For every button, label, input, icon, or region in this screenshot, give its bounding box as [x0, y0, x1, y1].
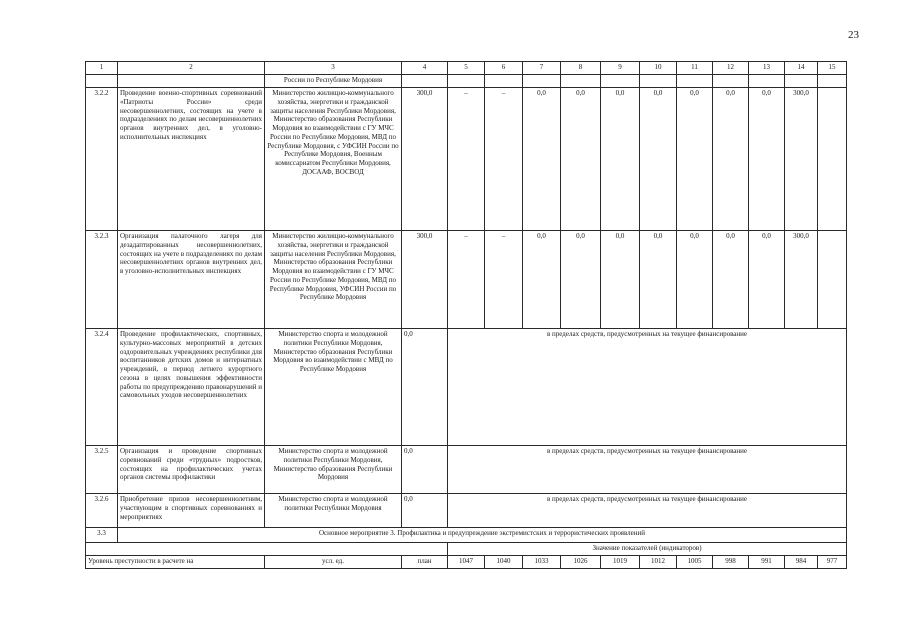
amount-cell: 0,0: [402, 494, 448, 528]
value-cell: –: [485, 88, 523, 231]
value-cell: 0,0: [749, 231, 785, 329]
value-cell: [818, 231, 847, 329]
value-cell: 0,0: [523, 231, 561, 329]
indicator-row: [86, 556, 847, 569]
table-row: [86, 329, 847, 446]
indicator-plan: план: [402, 556, 448, 569]
indicators-title: Значение показателей (индикаторов): [448, 543, 847, 556]
table-row: [86, 494, 847, 528]
value-cell: –: [448, 88, 485, 231]
financing-note: в пределах средств, предусмотренных на текущее финансирование: [448, 329, 847, 446]
value-cell: 300,0: [785, 231, 818, 329]
header-cell: 7: [523, 62, 561, 75]
page-number: 23: [848, 29, 859, 41]
activity-name: Проведение военно-спортивных соревнований «Патриоты России» среди несовершеннолетних, состоящих на учете в подразделениях по делам несовершеннолетних органов внутренних дел, в уголовно-исполнительных инспекциях: [118, 88, 265, 231]
indicator-value: 998: [713, 556, 749, 569]
executor-cell: России по Республике Мордовия: [265, 75, 402, 88]
financing-note: в пределах средств, предусмотренных на текущее финансирование: [448, 494, 847, 528]
header-cell: 12: [713, 62, 749, 75]
indicator-value: 1040: [485, 556, 523, 569]
header-cell: 14: [785, 62, 818, 75]
empty-cell: [118, 75, 265, 88]
header-cell: 2: [118, 62, 265, 75]
header-cell: 5: [448, 62, 485, 75]
value-cell: –: [485, 231, 523, 329]
section-row: [86, 528, 847, 543]
amount-cell: 0,0: [402, 446, 448, 494]
indicator-value: 1047: [448, 556, 485, 569]
value-cell: 0,0: [561, 231, 601, 329]
header-cell: 11: [677, 62, 713, 75]
empty-cell: [785, 75, 818, 88]
indicators-header-row: [86, 543, 847, 556]
empty-cell: [86, 75, 118, 88]
header-cell: 4: [402, 62, 448, 75]
executor-cell: Министерство жилищно-коммунального хозяйства, энергетики и гражданской защиты населения Республики Мордовия, Министерство образования Республики Мордовия во взаимодействии с ГУ МЧС России по Республике Мордовия, МВД по Республике Мордовия, УФСИН России по Республике Мордовия: [265, 231, 402, 329]
executor-cell: Министерство спорта и молодежной политики Республики Мордовия: [265, 494, 402, 528]
continuation-row: [86, 75, 847, 88]
indicator-value: 1005: [677, 556, 713, 569]
header-row: [86, 62, 847, 75]
activity-name: Приобретение призов несовершеннолетним, участвующим в спортивных соревнованиях и мероприятиях: [118, 494, 265, 528]
header-cell: 1: [86, 62, 118, 75]
indicator-value: 1033: [523, 556, 561, 569]
header-cell: 15: [818, 62, 847, 75]
empty-cell: [677, 75, 713, 88]
activity-name: Организация палаточного лагеря для дезадаптированных несовершеннолетних, состоящих на учете в подразделениях по делам несовершеннолетних органов внутренних дел, в уголовно-исполнительных инспекциях: [118, 231, 265, 329]
amount-cell: 0,0: [402, 329, 448, 446]
empty-cell: [485, 75, 523, 88]
value-cell: 0,0: [561, 88, 601, 231]
value-cell: 300,0: [402, 231, 448, 329]
executor-cell: Министерство жилищно-коммунального хозяйства, энергетики и гражданской защиты населения Республики Мордовия, Министерство образования Республики Мордовия во взаимодействии с ГУ МЧС России по Республике Мордовия, МВД по Республике Мордовия, с УФСИН России по Республике Мордовия, Военным комиссариатом Республики Мордовия, ДОСААФ, ВОСВОД: [265, 88, 402, 231]
program-table: [85, 61, 847, 569]
header-cell: 13: [749, 62, 785, 75]
indicator-name: Уровень преступности в расчете на: [86, 556, 265, 569]
indicator-value: 977: [818, 556, 847, 569]
empty-cell: [818, 75, 847, 88]
executor-cell: Министерство спорта и молодежной политики Республики Мордовия, Министерство образования Республики Мордовия во взаимодействии с МВД по Республике Мордовия: [265, 329, 402, 446]
value-cell: [818, 88, 847, 231]
executor-cell: Министерство спорта и молодежной политики Республики Мордовия, Министерство образования Республики Мордовия: [265, 446, 402, 494]
value-cell: 0,0: [713, 231, 749, 329]
value-cell: 0,0: [677, 231, 713, 329]
empty-cell: [713, 75, 749, 88]
value-cell: –: [448, 231, 485, 329]
value-cell: 300,0: [785, 88, 818, 231]
value-cell: 0,0: [601, 231, 640, 329]
row-number: 3.2.6: [86, 494, 118, 528]
financing-note: в пределах средств, предусмотренных на текущее финансирование: [448, 446, 847, 494]
row-number: 3.2.3: [86, 231, 118, 329]
empty-cell: [561, 75, 601, 88]
section-title: Основное мероприятие 3. Профилактика и предупреждение экстремистских и террористических проявлений: [118, 528, 847, 543]
table-row: [86, 88, 847, 231]
activity-name: Проведение профилактических, спортивных, культурно-массовых мероприятий в детских оздоровительных учреждениях республики для воспитанников детских домов и интернатных учреждений, в период летнего курортного сезона в целях повышения эффективности работы по предупреждению правонарушений и самовольных уходов несовершеннолетних: [118, 329, 265, 446]
empty-cell: [640, 75, 677, 88]
indicator-value: 1012: [640, 556, 677, 569]
value-cell: 0,0: [640, 231, 677, 329]
table-row: [86, 231, 847, 329]
header-cell: 6: [485, 62, 523, 75]
empty-cell: [601, 75, 640, 88]
row-number: 3.2.2: [86, 88, 118, 231]
empty-cell: [86, 543, 448, 556]
indicator-value: 984: [785, 556, 818, 569]
value-cell: 0,0: [677, 88, 713, 231]
indicator-value: 1019: [601, 556, 640, 569]
activity-name: Организация и проведение спортивных соревнований среди «трудных» подростков, состоящих на профилактических учетах органов системы профилактики: [118, 446, 265, 494]
value-cell: 0,0: [640, 88, 677, 231]
row-number: 3.2.4: [86, 329, 118, 446]
value-cell: 0,0: [713, 88, 749, 231]
value-cell: 0,0: [601, 88, 640, 231]
empty-cell: [448, 75, 485, 88]
header-cell: 10: [640, 62, 677, 75]
value-cell: 0,0: [523, 88, 561, 231]
value-cell: 300,0: [402, 88, 448, 231]
header-cell: 9: [601, 62, 640, 75]
header-cell: 3: [265, 62, 402, 75]
header-cell: 8: [561, 62, 601, 75]
empty-cell: [402, 75, 448, 88]
row-number: 3.2.5: [86, 446, 118, 494]
value-cell: 0,0: [749, 88, 785, 231]
section-number: 3.3: [86, 528, 118, 543]
indicator-unit: усл. ед.: [265, 556, 402, 569]
table-row: [86, 446, 847, 494]
empty-cell: [523, 75, 561, 88]
indicator-value: 991: [749, 556, 785, 569]
empty-cell: [749, 75, 785, 88]
indicator-value: 1026: [561, 556, 601, 569]
